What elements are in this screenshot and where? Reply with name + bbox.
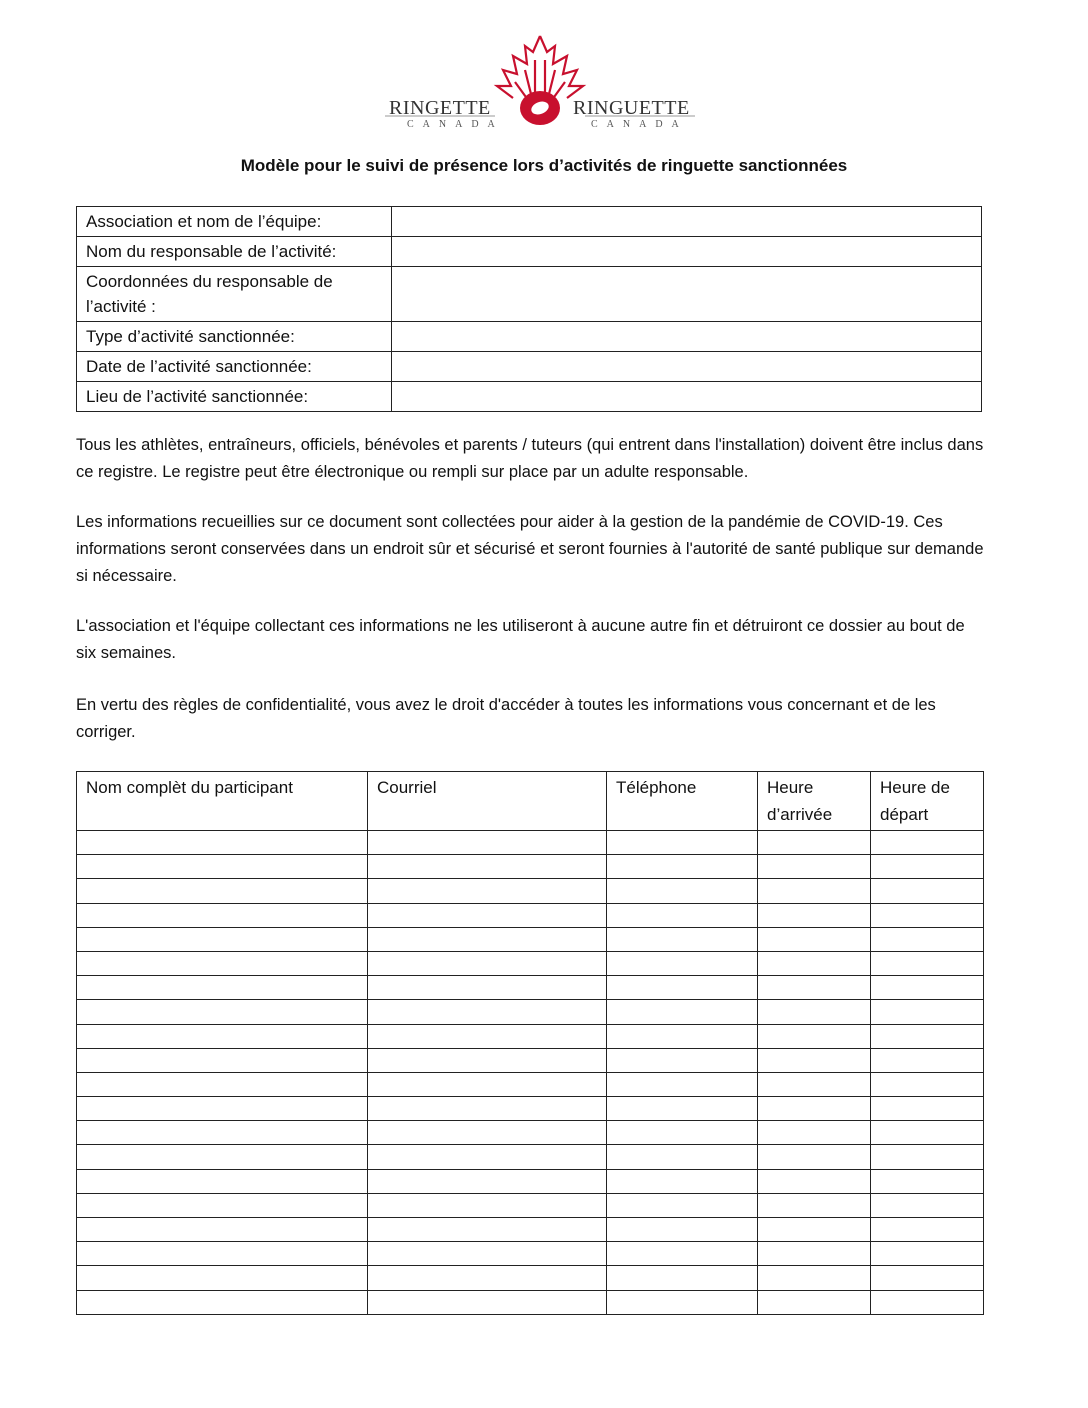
logo-right-sub: CANADA [591, 119, 688, 130]
participant-cell[interactable] [77, 1266, 368, 1290]
table-header-row [77, 772, 984, 831]
participant-cell[interactable] [368, 1290, 607, 1314]
participant-cell[interactable] [77, 1121, 368, 1145]
participant-cell[interactable] [871, 1290, 984, 1314]
participant-cell[interactable] [758, 1145, 871, 1169]
participant-cell[interactable] [607, 1218, 758, 1242]
table-row [77, 1169, 984, 1193]
participant-cell[interactable] [758, 951, 871, 975]
participant-cell[interactable] [607, 951, 758, 975]
table-row [77, 903, 984, 927]
participant-cell[interactable] [871, 1048, 984, 1072]
participant-cell[interactable] [758, 1097, 871, 1121]
table-row [77, 976, 984, 1000]
participant-cell[interactable] [871, 1121, 984, 1145]
table-row [77, 831, 984, 855]
participant-cell[interactable] [871, 1097, 984, 1121]
participant-cell[interactable] [758, 976, 871, 1000]
participant-cell[interactable] [871, 976, 984, 1000]
participant-cell[interactable] [871, 879, 984, 903]
participant-cell[interactable] [77, 1097, 368, 1121]
info-label: Lieu de l’activité sanctionnée: [77, 382, 392, 412]
table-row [77, 1242, 984, 1266]
activity-info-table [76, 206, 982, 412]
participant-cell[interactable] [77, 831, 368, 855]
participant-cell[interactable] [758, 1290, 871, 1314]
info-label: Type d’activité sanctionnée: [77, 322, 392, 352]
participant-cell[interactable] [368, 976, 607, 1000]
logo-left-text: RINGETTE [389, 97, 491, 119]
participant-cell[interactable] [871, 951, 984, 975]
participant-cell[interactable] [871, 1169, 984, 1193]
participant-cell[interactable] [758, 1218, 871, 1242]
participant-cell[interactable] [871, 1193, 984, 1217]
table-row [77, 382, 982, 412]
info-label: Association et nom de l’équipe: [77, 207, 392, 237]
participant-cell[interactable] [368, 855, 607, 879]
column-header-name: Nom complèt du participant [77, 772, 368, 831]
participant-cell[interactable] [368, 1218, 607, 1242]
info-value-field[interactable] [392, 267, 982, 322]
participant-cell[interactable] [871, 1024, 984, 1048]
table-row [77, 1024, 984, 1048]
participant-cell[interactable] [871, 1145, 984, 1169]
table-row [77, 1218, 984, 1242]
participant-cell[interactable] [607, 1266, 758, 1290]
participant-cell[interactable] [607, 1048, 758, 1072]
participant-cell[interactable] [607, 1242, 758, 1266]
info-value-field[interactable] [392, 352, 982, 382]
table-row [77, 322, 982, 352]
participant-cell[interactable] [607, 1121, 758, 1145]
participant-cell[interactable] [77, 1024, 368, 1048]
logo-right-text: RINGUETTE [573, 97, 690, 119]
participant-cell[interactable] [871, 855, 984, 879]
participant-cell[interactable] [871, 903, 984, 927]
participant-cell[interactable] [758, 855, 871, 879]
participant-cell[interactable] [607, 1169, 758, 1193]
paragraph-data-use: L'association et l'équipe collectant ces informations ne les utiliseront à aucune autre fin et détruiront ce dossier au bout de six semaines. [76, 617, 965, 662]
participant-cell[interactable] [368, 903, 607, 927]
participant-cell[interactable] [368, 1072, 607, 1096]
participant-cell[interactable] [368, 1242, 607, 1266]
participant-cell[interactable] [77, 855, 368, 879]
table-row [77, 855, 984, 879]
logo-left-sub: CANADA [407, 119, 504, 130]
participant-cell[interactable] [77, 1072, 368, 1096]
table-row [77, 1266, 984, 1290]
participant-cell[interactable] [368, 951, 607, 975]
participant-cell[interactable] [77, 1242, 368, 1266]
participant-cell[interactable] [368, 879, 607, 903]
table-row [77, 1072, 984, 1096]
participant-cell[interactable] [607, 879, 758, 903]
paragraph-covid-info: Les informations recueillies sur ce document sont collectées pour aider à la gestion de la pandémie de COVID-19. Ces informations seront conservées dans un endroit sûr et sécurisé et seront fournies à l'autorité de santé publique sur demande si nécessaire. [76, 513, 984, 585]
info-label: Date de l’activité sanctionnée: [77, 352, 392, 382]
page-title: Modèle pour le suivi de présence lors d’activités de ringuette sanctionnées [240, 156, 848, 175]
participant-cell[interactable] [607, 1193, 758, 1217]
info-label: Coordonnées du responsable de l’activité : [77, 267, 392, 322]
info-label: Nom du responsable de l’activité: [77, 237, 392, 267]
participant-cell[interactable] [368, 1000, 607, 1024]
paragraph-privacy-rights: En vertu des règles de confidentialité, vous avez le droit d'accéder à toutes les informations vous concernant et de les corriger. [76, 696, 936, 741]
participants-table-body [77, 831, 984, 1315]
participant-cell[interactable] [871, 1266, 984, 1290]
table-row [77, 1193, 984, 1217]
table-row [77, 1145, 984, 1169]
participant-cell[interactable] [758, 1266, 871, 1290]
info-value-field[interactable] [392, 207, 982, 237]
table-row [77, 267, 982, 322]
participant-cell[interactable] [758, 1024, 871, 1048]
participant-cell[interactable] [368, 1169, 607, 1193]
table-row [77, 1290, 984, 1314]
info-value-field[interactable] [392, 237, 982, 267]
participant-cell[interactable] [758, 1169, 871, 1193]
participant-cell[interactable] [368, 1121, 607, 1145]
table-row [77, 237, 982, 267]
participant-cell[interactable] [607, 1024, 758, 1048]
participant-cell[interactable] [758, 831, 871, 855]
column-header-phone: Téléphone [607, 772, 758, 831]
participant-cell[interactable] [871, 1242, 984, 1266]
participant-cell[interactable] [758, 1121, 871, 1145]
participant-cell[interactable] [758, 1048, 871, 1072]
table-row [77, 1097, 984, 1121]
table-row [77, 1048, 984, 1072]
column-header-arrival-time: Heure d’arrivée [758, 772, 871, 831]
participant-cell[interactable] [77, 903, 368, 927]
participant-cell[interactable] [871, 927, 984, 951]
participant-cell[interactable] [368, 1048, 607, 1072]
participant-cell[interactable] [871, 831, 984, 855]
participant-cell[interactable] [758, 1242, 871, 1266]
participant-cell[interactable] [871, 1072, 984, 1096]
table-row [77, 207, 982, 237]
participant-cell[interactable] [77, 1000, 368, 1024]
participant-cell[interactable] [607, 855, 758, 879]
participant-cell[interactable] [607, 1072, 758, 1096]
table-row [77, 1121, 984, 1145]
participant-cell[interactable] [368, 1024, 607, 1048]
participant-cell[interactable] [607, 1097, 758, 1121]
participant-cell[interactable] [77, 1218, 368, 1242]
ringette-canada-logo [385, 30, 695, 135]
table-row [77, 951, 984, 975]
participant-cell[interactable] [607, 976, 758, 1000]
participant-cell[interactable] [758, 879, 871, 903]
participant-cell[interactable] [607, 927, 758, 951]
column-header-email: Courriel [368, 772, 607, 831]
participant-cell[interactable] [368, 1193, 607, 1217]
table-row [77, 927, 984, 951]
participant-cell[interactable] [77, 1193, 368, 1217]
participant-cell[interactable] [871, 1218, 984, 1242]
participant-cell[interactable] [77, 1169, 368, 1193]
column-header-departure-time: Heure de départ [871, 772, 984, 831]
participant-cell[interactable] [77, 1145, 368, 1169]
participant-cell[interactable] [368, 1097, 607, 1121]
participant-cell[interactable] [607, 903, 758, 927]
participant-cell[interactable] [77, 976, 368, 1000]
participant-cell[interactable] [607, 1145, 758, 1169]
participants-table [76, 771, 984, 1315]
paragraph-registry-scope: Tous les athlètes, entraîneurs, officiels, bénévoles et parents / tuteurs (qui entrent dans l'installation) doivent être inclus dans ce registre. Le registre peut être électronique ou rempli sur place par un adulte responsable. [76, 436, 984, 481]
participant-cell[interactable] [758, 1000, 871, 1024]
participant-cell[interactable] [758, 927, 871, 951]
participant-cell[interactable] [607, 1000, 758, 1024]
table-row [77, 1000, 984, 1024]
participant-cell[interactable] [607, 1290, 758, 1314]
participant-cell[interactable] [368, 927, 607, 951]
table-row [77, 352, 982, 382]
participant-cell[interactable] [77, 1048, 368, 1072]
info-value-field[interactable] [392, 322, 982, 352]
info-value-field[interactable] [392, 382, 982, 412]
participant-cell[interactable] [758, 1072, 871, 1096]
participant-cell[interactable] [607, 831, 758, 855]
participant-cell[interactable] [77, 951, 368, 975]
participant-cell[interactable] [871, 1000, 984, 1024]
participant-cell[interactable] [368, 1145, 607, 1169]
participant-cell[interactable] [368, 831, 607, 855]
participant-cell[interactable] [77, 1290, 368, 1314]
participant-cell[interactable] [368, 1266, 607, 1290]
participant-cell[interactable] [758, 903, 871, 927]
table-row [77, 879, 984, 903]
participant-cell[interactable] [77, 927, 368, 951]
participant-cell[interactable] [77, 879, 368, 903]
participant-cell[interactable] [758, 1193, 871, 1217]
